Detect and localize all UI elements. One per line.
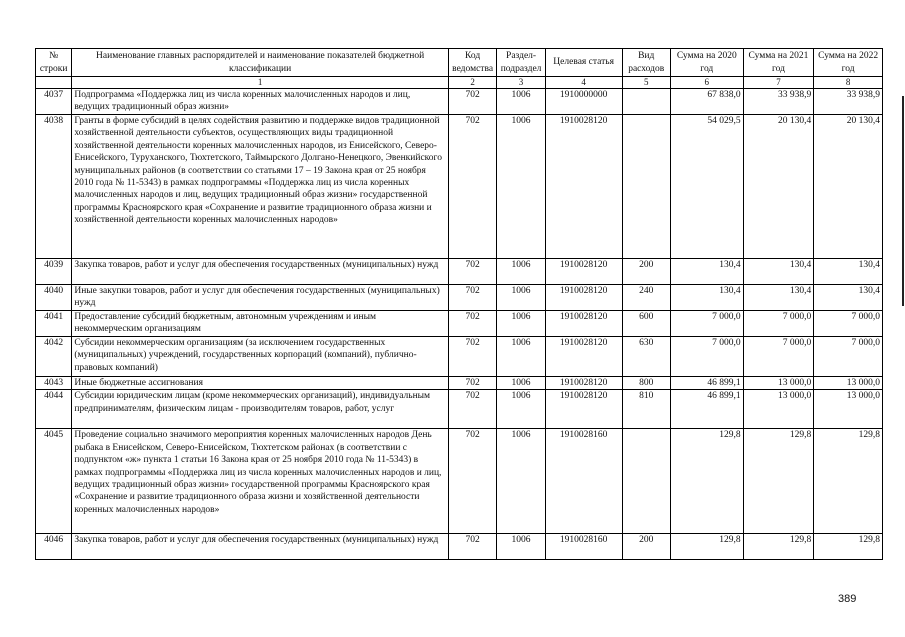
row-s2021: 13 000,0 <box>743 390 814 429</box>
row-s2022: 129,8 <box>814 429 883 534</box>
row-name: Иные закупки товаров, работ и услуг для обеспечения государственных (муниципальных) нужд <box>72 285 449 311</box>
row-vid: 810 <box>622 390 670 429</box>
row-ved: 702 <box>448 337 496 377</box>
row-name: Субсидии некоммерческим организациям (за исключением государственных (муниципальных) учреждений, государственных корпораций (компаний), публично-правовых компаний) <box>72 337 449 377</box>
colnum-4: 4 <box>545 77 622 89</box>
row-vid <box>622 115 670 259</box>
row-vid: 200 <box>622 259 670 285</box>
row-s2020: 129,8 <box>670 429 743 534</box>
row-s2021: 7 000,0 <box>743 337 814 377</box>
row-name: Закупка товаров, работ и услуг для обеспечения государственных (муниципальных) нужд <box>72 259 449 285</box>
header-name: Наименование главных распорядителей и наименование показателей бюджетной классификации <box>72 49 449 77</box>
header-vid: Вид расходов <box>622 49 670 77</box>
row-razdel: 1006 <box>497 390 545 429</box>
row-vid: 800 <box>622 377 670 390</box>
row-number: 4037 <box>36 89 72 115</box>
row-ved: 702 <box>448 429 496 534</box>
row-s2022: 7 000,0 <box>814 311 883 337</box>
table-row <box>36 429 883 534</box>
row-ved: 702 <box>448 89 496 115</box>
row-name: Закупка товаров, работ и услуг для обеспечения государственных (муниципальных) нужд <box>72 534 449 560</box>
row-tsel: 1910028120 <box>545 259 622 285</box>
row-s2022: 130,4 <box>814 259 883 285</box>
row-s2021: 129,8 <box>743 534 814 560</box>
table-row <box>36 259 883 285</box>
header-tsel: Целевая статья <box>545 49 622 77</box>
colnum-1: 1 <box>72 77 449 89</box>
row-ved: 702 <box>448 285 496 311</box>
row-number: 4046 <box>36 534 72 560</box>
row-number: 4039 <box>36 259 72 285</box>
row-s2020: 46 899,1 <box>670 377 743 390</box>
row-name: Проведение социально значимого мероприятия коренных малочисленных народов День рыбака в Енисейском, Северо-Енисейском, Тюхтетском районах (в соответствии с подпунктом «ж» пункта 1 статьи 16 Закона края от 25 ноября 2010 года № 11-5343) в рамках подпрограммы «Поддержка лиц из числа коренных малочисленных народов и лиц, ведущих традиционный образ жизни» государственной программы Красноярского края «Сохранение и развитие традиционного образа жизни и хозяйственной деятельности коренных малочисленных народов» <box>72 429 449 534</box>
row-s2022: 33 938,9 <box>814 89 883 115</box>
row-number: 4040 <box>36 285 72 311</box>
header-razdel: Раздел-подраздел <box>497 49 545 77</box>
table-row <box>36 377 883 390</box>
header-s2021: Сумма на 2021 год <box>743 49 814 77</box>
row-razdel: 1006 <box>497 429 545 534</box>
row-s2022: 129,8 <box>814 534 883 560</box>
row-s2020: 7 000,0 <box>670 311 743 337</box>
row-s2022: 20 130,4 <box>814 115 883 259</box>
table-row <box>36 89 883 115</box>
header-ved: Код ведомства <box>448 49 496 77</box>
table-row <box>36 285 883 311</box>
row-vid: 240 <box>622 285 670 311</box>
table-row <box>36 337 883 377</box>
row-name: Гранты в форме субсидий в целях содействия развитию и поддержке видов традиционной хозяйственной деятельности субъектов, осуществляющих виды традиционной хозяйственной деятельности коренных малочисленных народов, из Енисейского, Северо-Енисейского, Туруханского, Тюхтетского, Таймырского Долгано-Ненецкого, Эвенкийского муниципальных районов (в соответствии со статьями 17 – 19 Закона края от 25 ноября 2010 года № 11-5343) в рамках подпрограммы «Поддержка лиц из числа коренных малочисленных народов и лиц, ведущих традиционный образ жизни» государственной программы Красноярского края «Сохранение и развитие традиционного образа жизни и хозяйственной деятельности коренных малочисленных народов» <box>72 115 449 259</box>
row-razdel: 1006 <box>497 89 545 115</box>
colnum-2: 2 <box>448 77 496 89</box>
row-s2021: 13 000,0 <box>743 377 814 390</box>
row-number: 4042 <box>36 337 72 377</box>
row-s2021: 130,4 <box>743 285 814 311</box>
table-row <box>36 534 883 560</box>
row-tsel: 1910028120 <box>545 390 622 429</box>
row-tsel: 1910028120 <box>545 285 622 311</box>
table-row <box>36 115 883 259</box>
row-razdel: 1006 <box>497 377 545 390</box>
row-s2022: 7 000,0 <box>814 337 883 377</box>
row-s2020: 129,8 <box>670 534 743 560</box>
row-vid <box>622 89 670 115</box>
row-name: Иные бюджетные ассигнования <box>72 377 449 390</box>
header-row <box>36 49 883 77</box>
row-ved: 702 <box>448 259 496 285</box>
colnum-8: 8 <box>814 77 883 89</box>
row-number: 4044 <box>36 390 72 429</box>
header-s2022: Сумма на 2022 год <box>814 49 883 77</box>
row-vid: 200 <box>622 534 670 560</box>
row-s2020: 130,4 <box>670 285 743 311</box>
colnum-7: 7 <box>743 77 814 89</box>
row-ved: 702 <box>448 534 496 560</box>
row-s2021: 33 938,9 <box>743 89 814 115</box>
row-name: Субсидии юридическим лицам (кроме некоммерческих организаций), индивидуальным предпринимателям, физическим лицам - производителям товаров, работ, услуг <box>72 390 449 429</box>
row-tsel: 1910028120 <box>545 115 622 259</box>
row-razdel: 1006 <box>497 285 545 311</box>
row-name: Предоставление субсидий бюджетным, автономным учреждениям и иным некоммерческим организациям <box>72 311 449 337</box>
row-number: 4041 <box>36 311 72 337</box>
table-row <box>36 390 883 429</box>
row-s2022: 130,4 <box>814 285 883 311</box>
row-tsel: 1910028160 <box>545 534 622 560</box>
row-number: 4045 <box>36 429 72 534</box>
row-s2020: 67 838,0 <box>670 89 743 115</box>
column-number-row <box>36 77 883 89</box>
row-ved: 702 <box>448 115 496 259</box>
row-razdel: 1006 <box>497 259 545 285</box>
colnum-5: 5 <box>622 77 670 89</box>
row-ved: 702 <box>448 311 496 337</box>
row-tsel: 1910000000 <box>545 89 622 115</box>
colnum-6: 6 <box>670 77 743 89</box>
row-vid <box>622 429 670 534</box>
budget-table-sheet <box>35 48 883 560</box>
row-name: Подпрограмма «Поддержка лиц из числа коренных малочисленных народов и лиц, ведущих традиционный образ жизни» <box>72 89 449 115</box>
table-row <box>36 311 883 337</box>
row-number: 4043 <box>36 377 72 390</box>
row-s2020: 46 899,1 <box>670 390 743 429</box>
row-ved: 702 <box>448 377 496 390</box>
row-s2020: 54 029,5 <box>670 115 743 259</box>
colnum-3: 3 <box>497 77 545 89</box>
row-s2020: 130,4 <box>670 259 743 285</box>
row-razdel: 1006 <box>497 337 545 377</box>
row-razdel: 1006 <box>497 534 545 560</box>
page-number: 389 <box>838 593 857 605</box>
header-row-number: № строки <box>36 49 72 77</box>
row-vid: 600 <box>622 311 670 337</box>
row-tsel: 1910028120 <box>545 311 622 337</box>
budget-table <box>35 48 883 560</box>
row-s2022: 13 000,0 <box>814 390 883 429</box>
row-razdel: 1006 <box>497 311 545 337</box>
row-s2021: 20 130,4 <box>743 115 814 259</box>
row-tsel: 1910028120 <box>545 377 622 390</box>
colnum-0 <box>36 77 72 89</box>
row-s2020: 7 000,0 <box>670 337 743 377</box>
scan-edge-line <box>902 96 904 306</box>
row-s2022: 13 000,0 <box>814 377 883 390</box>
row-vid: 630 <box>622 337 670 377</box>
row-s2021: 7 000,0 <box>743 311 814 337</box>
row-number: 4038 <box>36 115 72 259</box>
row-tsel: 1910028160 <box>545 429 622 534</box>
row-tsel: 1910028120 <box>545 337 622 377</box>
row-razdel: 1006 <box>497 115 545 259</box>
row-s2021: 130,4 <box>743 259 814 285</box>
row-ved: 702 <box>448 390 496 429</box>
header-s2020: Сумма на 2020 год <box>670 49 743 77</box>
row-s2021: 129,8 <box>743 429 814 534</box>
